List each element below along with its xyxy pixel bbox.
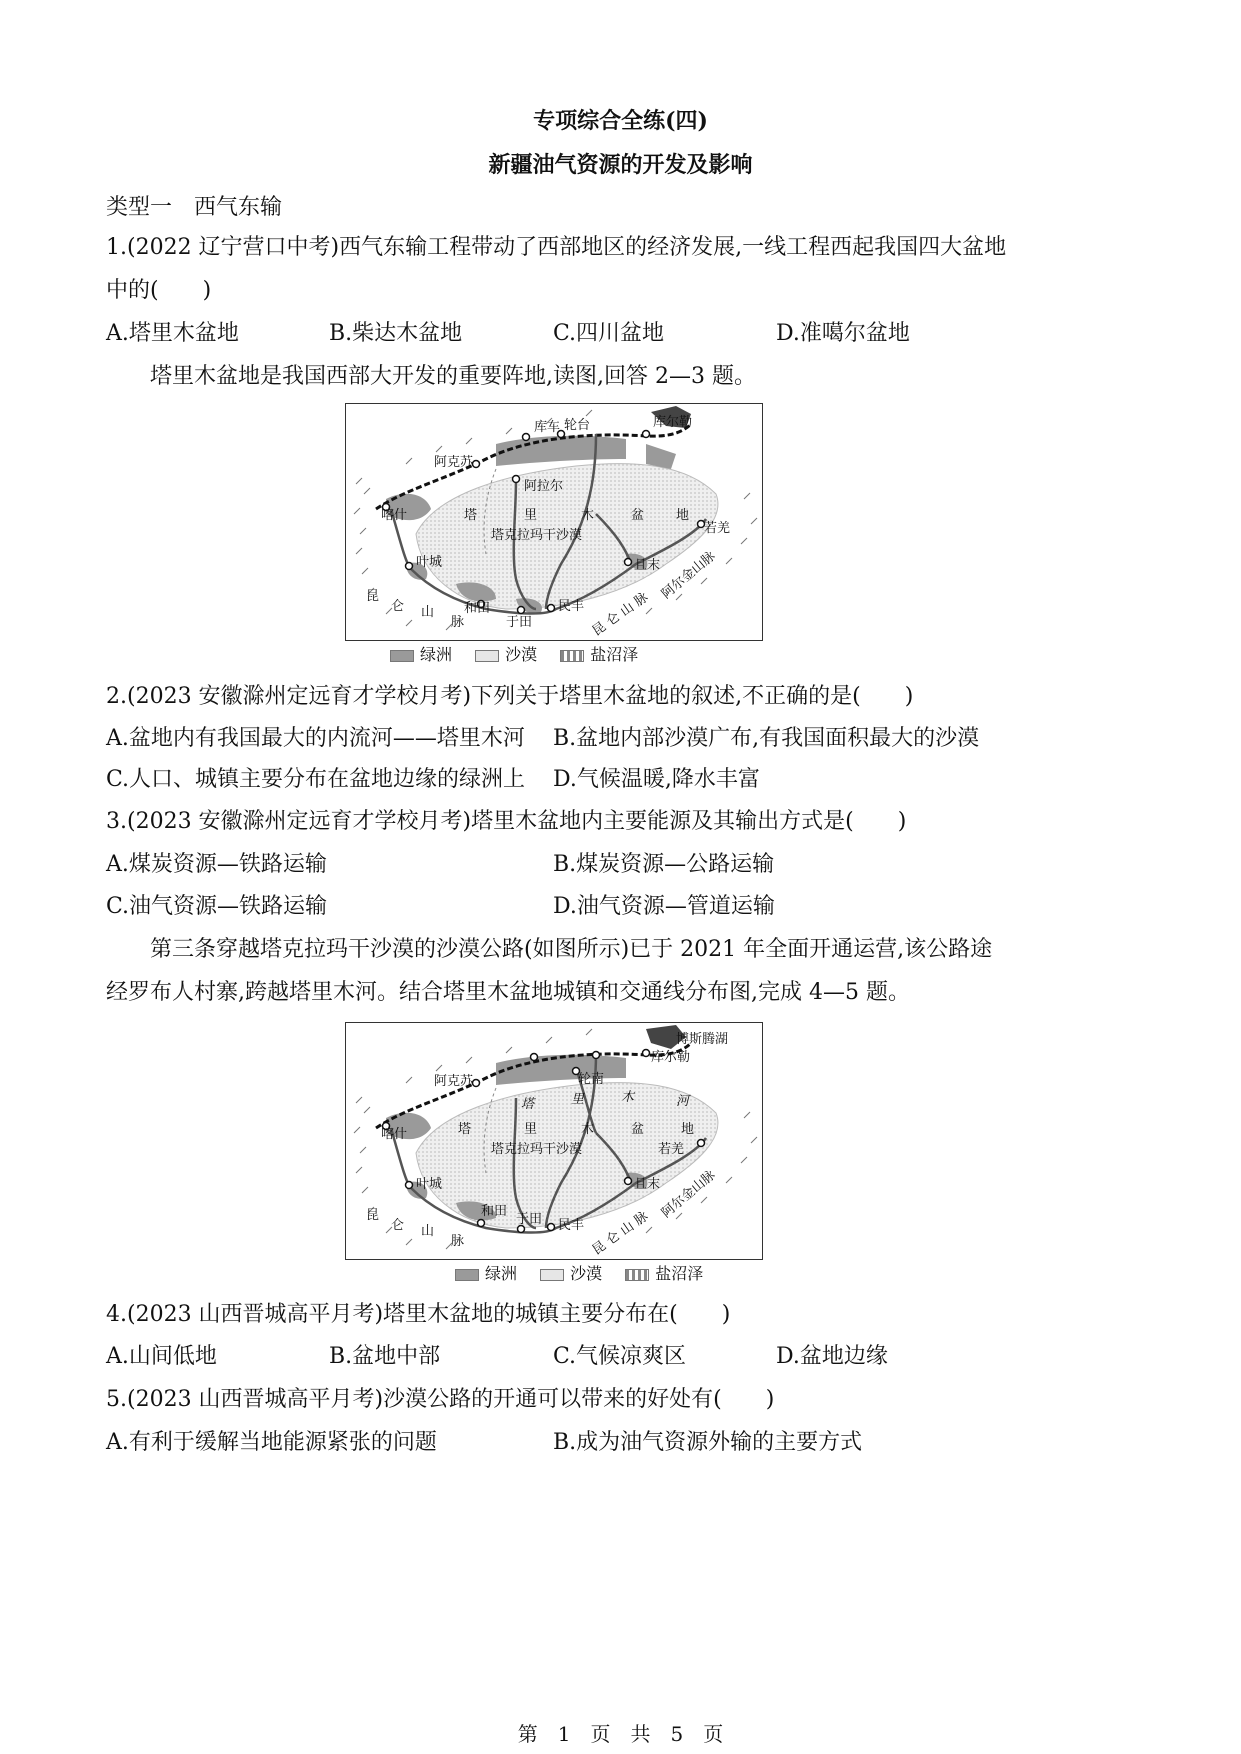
q2-option-a[interactable]: A.盆地内有我国最大的内流河——塔里木河: [106, 726, 525, 751]
label-lunnan: 轮南: [578, 1072, 605, 1087]
label-yutian-2: 于田: [516, 1212, 543, 1227]
label-ta: 塔: [464, 508, 478, 523]
label-minfeng: 民丰: [558, 599, 585, 614]
page-number: 第 1 页 共 5 页: [517, 1722, 724, 1746]
label-yecheng: 叶城: [416, 555, 443, 570]
label-kun-2: 昆: [366, 1208, 380, 1223]
label-di: 地: [676, 508, 690, 523]
label-qiemo: 且末: [634, 558, 661, 573]
label-lun-2: 仑: [391, 1218, 405, 1233]
q5-option-a[interactable]: A.有利于缓解当地能源紧张的问题: [106, 1430, 437, 1455]
tarim-basin-map-2: [345, 1022, 763, 1260]
label-ruoqiang-2: 若羌: [658, 1142, 685, 1157]
label-hetian-2: 和田: [481, 1204, 508, 1219]
q3-option-a[interactable]: A.煤炭资源—铁路运输: [106, 852, 327, 877]
q1-option-a[interactable]: A.塔里木盆地: [106, 321, 239, 346]
q4-option-c[interactable]: C.气候凉爽区: [553, 1344, 687, 1369]
label-yutian: 于田: [506, 615, 533, 630]
q2-option-d[interactable]: D.气候温暖,降水丰富: [553, 767, 760, 792]
q2-option-c[interactable]: C.人口、城镇主要分布在盆地边缘的绿洲上: [106, 767, 526, 792]
label-kashi-2: 喀什: [381, 1127, 408, 1142]
legend-oasis-label: 绿洲: [420, 645, 453, 664]
legend-oasis-swatch: [390, 650, 414, 662]
label-pen: 盆: [631, 508, 645, 523]
legend-desert-swatch: [475, 650, 499, 662]
label-pen-2: 盆: [631, 1122, 645, 1137]
label-akesu: 阿克苏: [434, 455, 474, 470]
legend2-oasis: [455, 1264, 517, 1284]
label-kun: 昆: [366, 589, 380, 604]
legend-saltmarsh: [560, 645, 638, 665]
q3-option-d[interactable]: D.油气资源—管道运输: [553, 894, 775, 919]
map1-legend: [390, 645, 656, 665]
label-luntai: 轮台: [564, 418, 591, 433]
label-river-he: 河: [676, 1094, 690, 1109]
legend2-desert-swatch: [540, 1269, 564, 1281]
label-aerjin: 阿尔金山脉: [658, 548, 719, 603]
label-kuerle: 库尔勒: [653, 415, 693, 430]
legend2-desert: [540, 1264, 602, 1284]
label-kunlun-se-2: 昆 仑 山 脉: [589, 1209, 652, 1259]
label-di-2: 地: [681, 1122, 695, 1137]
legend-saltmarsh-label: 盐沼泽: [590, 645, 639, 664]
q1-option-d[interactable]: D.准噶尔盆地: [776, 321, 910, 346]
label-taklamakan: 塔克拉玛干沙漠: [491, 528, 583, 543]
label-kuche: 库车: [534, 420, 561, 435]
legend2-oasis-label: 绿洲: [485, 1264, 518, 1283]
question-5-stem: 5.(2023 山西晋城高平月考)沙漠公路的开通可以带来的好处有( ): [106, 1387, 775, 1412]
map2-intro-line2: 经罗布人村寨,跨越塔里木河。结合塔里木盆地城镇和交通线分布图,完成 4—5 题。: [106, 980, 910, 1005]
label-shan: 山: [421, 605, 435, 620]
label-kunlun-se: 昆 仑 山 脉: [589, 590, 652, 640]
legend-desert: [475, 645, 537, 665]
label-aerjin-2: 阿尔金山脉: [658, 1167, 719, 1222]
q1-option-c[interactable]: C.四川盆地: [553, 321, 665, 346]
q4-option-d[interactable]: D.盆地边缘: [776, 1344, 888, 1369]
label-mu: 木: [581, 508, 595, 523]
label-kuerle-2: 库尔勒: [651, 1050, 691, 1065]
label-qiemo-2: 且末: [634, 1177, 661, 1192]
map2-graphic: [346, 1023, 762, 1259]
question-2-stem: 2.(2023 安徽滁州定远育才学校月考)下列关于塔里木盆地的叙述,不正确的是( ): [106, 684, 914, 709]
label-river-li: 里: [571, 1092, 585, 1107]
legend-oasis: [390, 645, 452, 665]
question-3-stem: 3.(2023 安徽滁州定远育才学校月考)塔里木盆地内主要能源及其输出方式是( ): [106, 809, 907, 834]
q3-option-b[interactable]: B.煤炭资源—公路运输: [553, 852, 775, 877]
label-mu-2: 木: [581, 1122, 595, 1137]
label-li-2: 里: [524, 1122, 538, 1137]
label-alaer: 阿拉尔: [524, 479, 564, 494]
q5-option-b[interactable]: B.成为油气资源外输的主要方式: [553, 1430, 863, 1455]
label-li: 里: [524, 508, 538, 523]
map2-legend: [455, 1264, 721, 1284]
label-shan-2: 山: [421, 1224, 435, 1239]
label-river-mu: 木: [621, 1090, 635, 1105]
label-kashi: 喀什: [381, 508, 408, 523]
label-yecheng-2: 叶城: [416, 1177, 443, 1192]
legend2-oasis-swatch: [455, 1269, 479, 1281]
label-mai: 脉: [451, 615, 465, 630]
question-1-stem: 1.(2022 辽宁营口中考)西气东输工程带动了西部地区的经济发展,一线工程西起我国四大盆地: [106, 235, 1007, 260]
q2-option-b[interactable]: B.盆地内部沙漠广布,有我国面积最大的沙漠: [553, 726, 980, 751]
label-mai-2: 脉: [451, 1234, 465, 1249]
q4-option-a[interactable]: A.山间低地: [106, 1344, 217, 1369]
q1-option-b[interactable]: B.柴达木盆地: [329, 321, 463, 346]
label-akesu-2: 阿克苏: [434, 1074, 474, 1089]
q3-option-c[interactable]: C.油气资源—铁路运输: [106, 894, 328, 919]
label-ruoqiang: 若羌: [704, 521, 731, 536]
legend-saltmarsh-swatch: [560, 650, 584, 662]
legend-desert-label: 沙漠: [505, 645, 538, 664]
q4-option-b[interactable]: B.盆地中部: [329, 1344, 441, 1369]
label-lun: 仑: [391, 599, 405, 614]
legend2-saltmarsh-label: 盐沼泽: [655, 1264, 704, 1283]
question-1-stem-cont: 中的( ): [106, 278, 212, 303]
label-taklamakan-2: 塔克拉玛干沙漠: [491, 1142, 583, 1157]
label-bosteng: 博斯腾湖: [676, 1032, 729, 1047]
tarim-basin-map-1: [345, 403, 763, 641]
legend2-desert-label: 沙漠: [570, 1264, 603, 1283]
legend2-saltmarsh: [625, 1264, 703, 1284]
label-ta-2: 塔: [458, 1122, 472, 1137]
label-river-ta: 塔: [521, 1097, 535, 1112]
page-subtitle: 新疆油气资源的开发及影响: [488, 152, 753, 178]
question-4-stem: 4.(2023 山西晋城高平月考)塔里木盆地的城镇主要分布在( ): [106, 1302, 731, 1327]
label-minfeng-2: 民丰: [558, 1218, 585, 1233]
legend2-saltmarsh-swatch: [625, 1269, 649, 1281]
page-title: 专项综合全练(四): [533, 108, 708, 134]
map2-intro-line1: 第三条穿越塔克拉玛干沙漠的沙漠公路(如图所示)已于 2021 年全面开通运营,该公路途: [150, 937, 993, 962]
map1-graphic: [346, 404, 762, 640]
section-heading: 类型一 西气东输: [106, 195, 283, 220]
map1-intro: 塔里木盆地是我国西部大开发的重要阵地,读图,回答 2—3 题。: [150, 364, 756, 389]
label-hetian: 和田: [464, 601, 491, 616]
